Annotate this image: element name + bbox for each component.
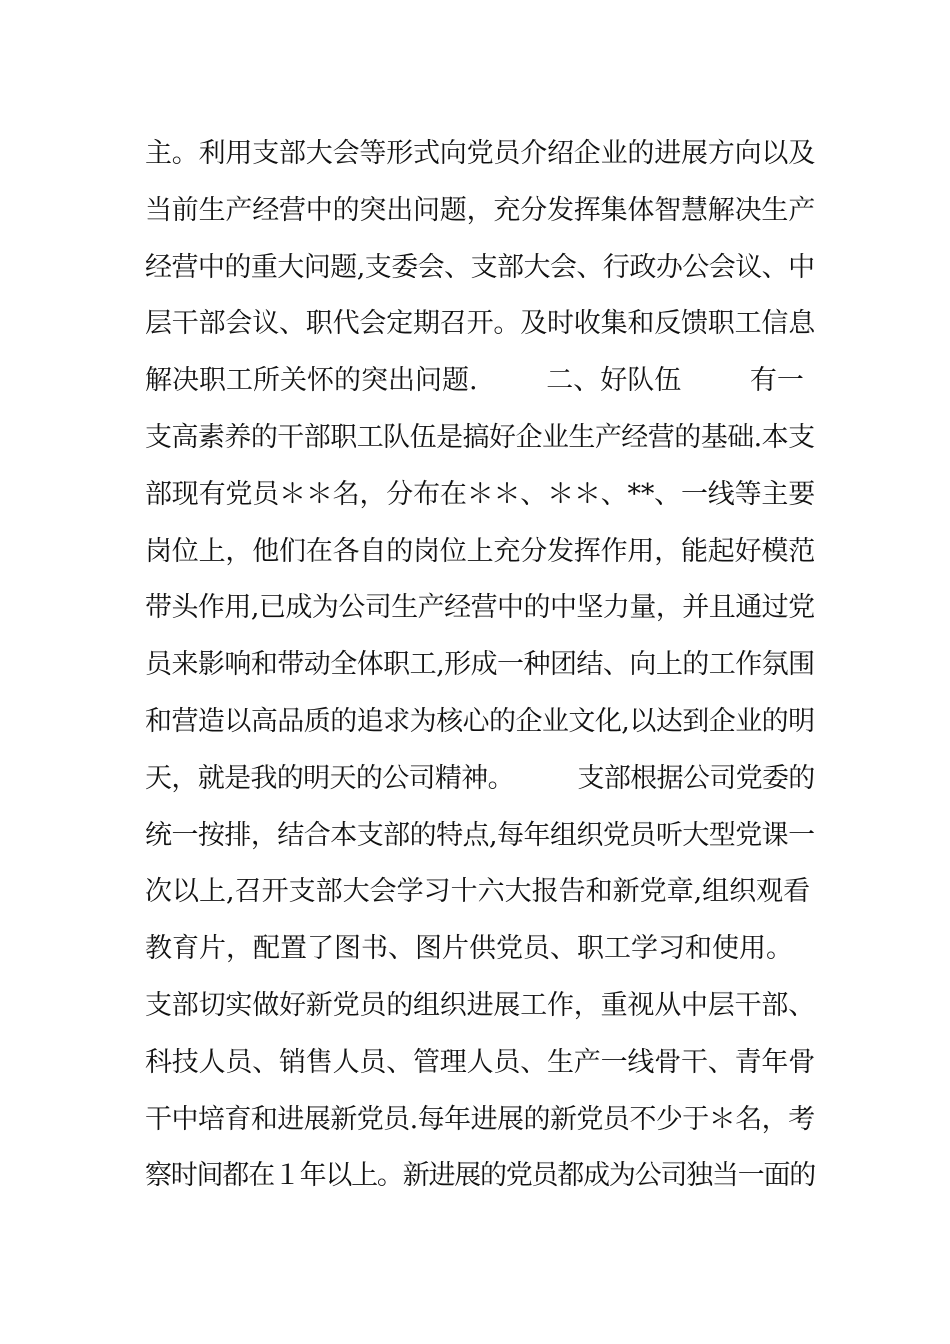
text-line: 经营中的重大问题,支委会、支部大会、行政办公会议、中 — [145, 251, 815, 283]
text-line: 主。利用支部大会等形式向党员介绍企业的进展方向以及 — [145, 138, 815, 169]
text-line: 员来影响和带动全体职工,形成一种团结、向上的工作氛围 — [145, 649, 815, 681]
text-line: 带头作用,已成为公司生产经营中的中坚力量，并且通过党 — [145, 592, 815, 624]
text-line: 支部切实做好新党员的组织进展工作，重视从中层干部、 — [145, 989, 815, 1021]
text-line: 部现有党员＊＊名，分布在＊＊、＊＊、**、一线等主要 — [145, 478, 815, 510]
text-line: 教育片，配置了图书、图片供党员、职工学习和使用。 — [145, 933, 793, 965]
text-line: 统一按排，结合本支部的特点,每年组织党员听大型党课一 — [145, 819, 815, 851]
text-line: 科技人员、销售人员、管理人员、生产一线骨干、青年骨 — [145, 1046, 815, 1078]
body-text — [145, 128, 815, 1207]
text-line: 次以上,召开支部大会学习十六大报告和新党章,组织观看 — [145, 876, 811, 908]
text-line: 干中培育和进展新党员.每年进展的新党员不少于＊名，考 — [145, 1103, 815, 1135]
text-line: 察时间都在１年以上。新进展的党员都成为公司独当一面的 — [145, 1160, 815, 1192]
text-line: 岗位上，他们在各自的岗位上充分发挥作用，能起好模范 — [145, 535, 815, 567]
text-line: 层干部会议、职代会定期召开。及时收集和反馈职工信息 — [145, 308, 815, 340]
text-line: 解决职工所关怀的突出问题. 二、好队伍 有一 — [145, 365, 804, 397]
text-line: 当前生产经营中的突出问题，充分发挥集体智慧解决生产 — [145, 194, 815, 226]
text-line: 和营造以高品质的追求为核心的企业文化,以达到企业的明 — [145, 705, 815, 737]
text-line: 天，就是我的明天的公司精神。 支部根据公司党委的 — [145, 762, 815, 794]
text-line: 支高素养的干部职工队伍是搞好企业生产经营的基础.本支 — [145, 421, 815, 453]
